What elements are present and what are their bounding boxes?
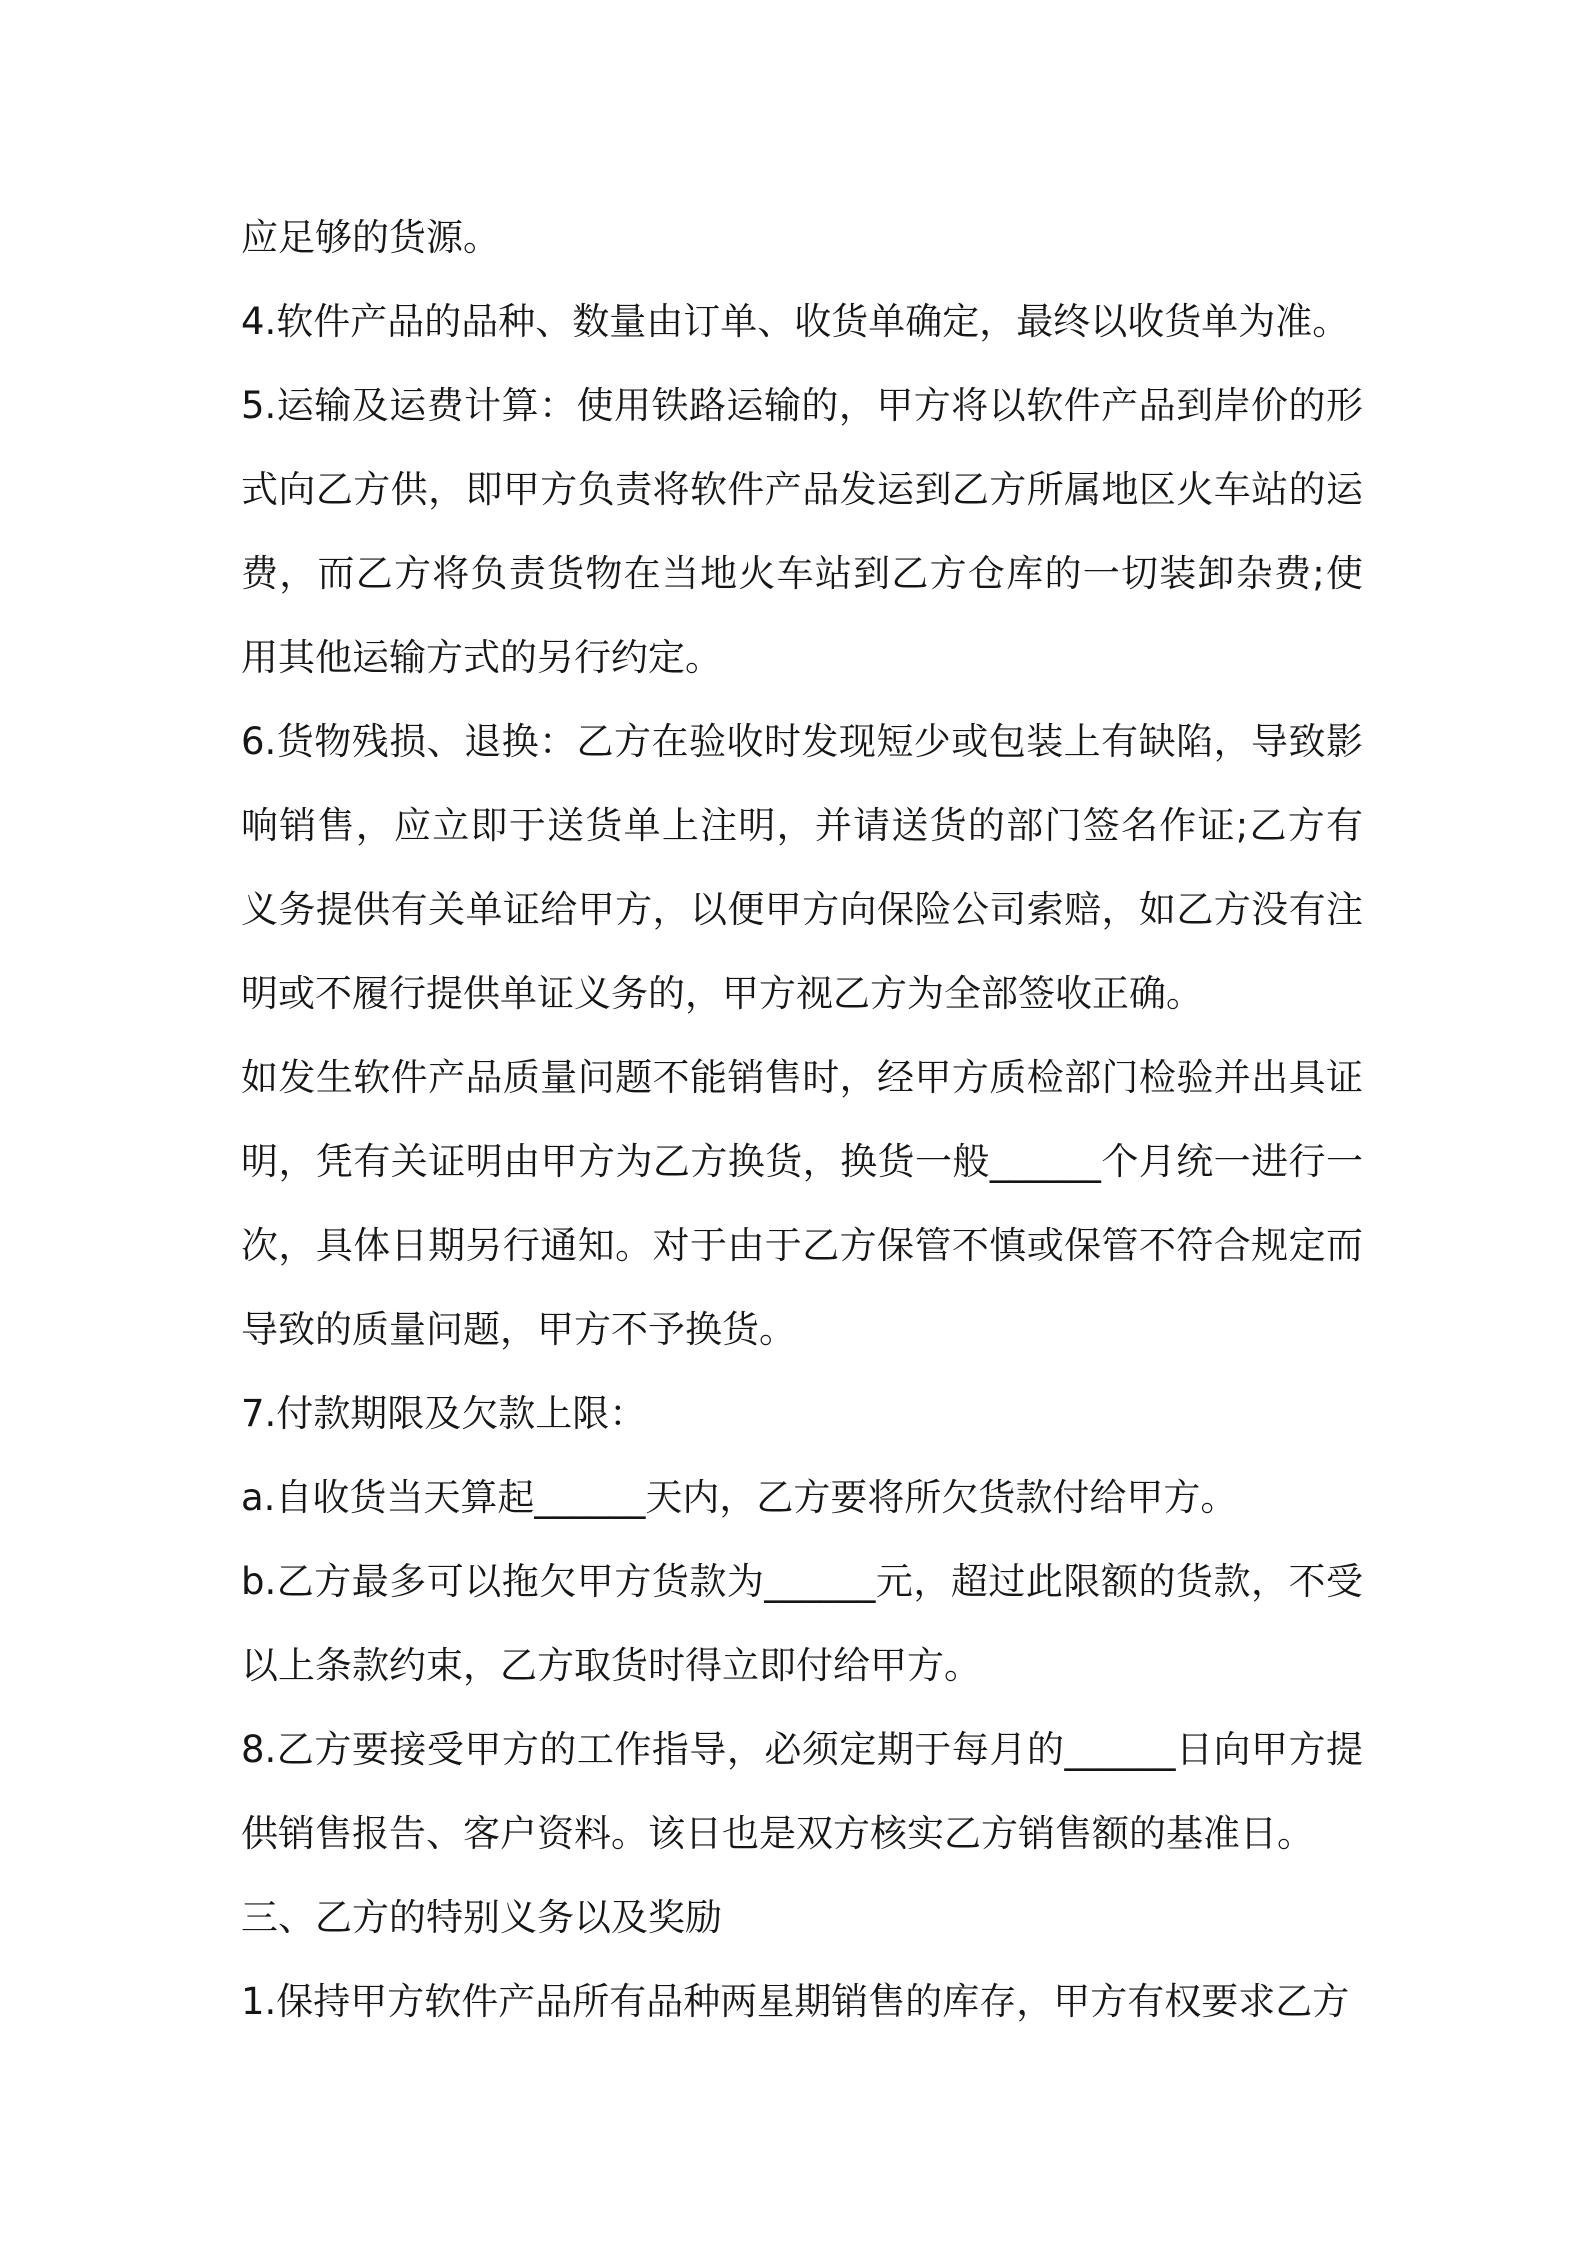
paragraph-quality-exchange: 如发生软件产品质量问题不能销售时，经甲方质检部门检验并出具证明，凭有关证明由甲方为乙方换货，换货一般______个月统一进行一次，具体日期另行通知。对于由于乙方保管不慎或保管不符合规定而导致的质量问题，甲方不予换货。 <box>241 1056 1363 1351</box>
paragraph-clause-6: 6.货物残损、退换：乙方在验收时发现短少或包装上有缺陷，导致影响销售，应立即于送货单上注明，并请送货的部门签名作证;乙方有义务提供有关单证给甲方，以便甲方向保险公司索赔，如乙方没有注明或不履行提供单证义务的，甲方视乙方为全部签收正确。 <box>241 720 1363 1015</box>
paragraph-section-3-clause-1: 1.保持甲方软件产品所有品种两星期销售的库存，甲方有权要求乙方 <box>241 1980 1350 2023</box>
paragraph-clause-4: 4.软件产品的品种、数量由订单、收货单确定，最终以收货单为准。 <box>241 300 1350 343</box>
paragraph-clause-7b: b.乙方最多可以拖欠甲方货款为______元，超过此限额的货款，不受以上条款约束，乙方取货时得立即付给甲方。 <box>241 1560 1363 1687</box>
document-body <box>241 196 1363 2044</box>
paragraph-clause-7: 7.付款期限及欠款上限： <box>241 1392 647 1435</box>
paragraph-clause-5: 5.运输及运费计算：使用铁路运输的，甲方将以软件产品到岸价的形式向乙方供，即甲方负责将软件产品发运到乙方所属地区火车站的运费，而乙方将负责货物在当地火车站到乙方仓库的一切装卸杂费;使用其他运输方式的另行约定。 <box>241 384 1363 679</box>
paragraph-continuation: 应足够的货源。 <box>241 216 500 259</box>
paragraph-clause-7a: a.自收货当天算起______天内，乙方要将所欠货款付给甲方。 <box>241 1476 1238 1519</box>
paragraph-clause-8: 8.乙方要接受甲方的工作指导，必须定期于每月的______日向甲方提供销售报告、客户资料。该日也是双方核实乙方销售额的基准日。 <box>241 1728 1363 1855</box>
section-heading-3: 三、乙方的特别义务以及奖励 <box>241 1896 722 1939</box>
